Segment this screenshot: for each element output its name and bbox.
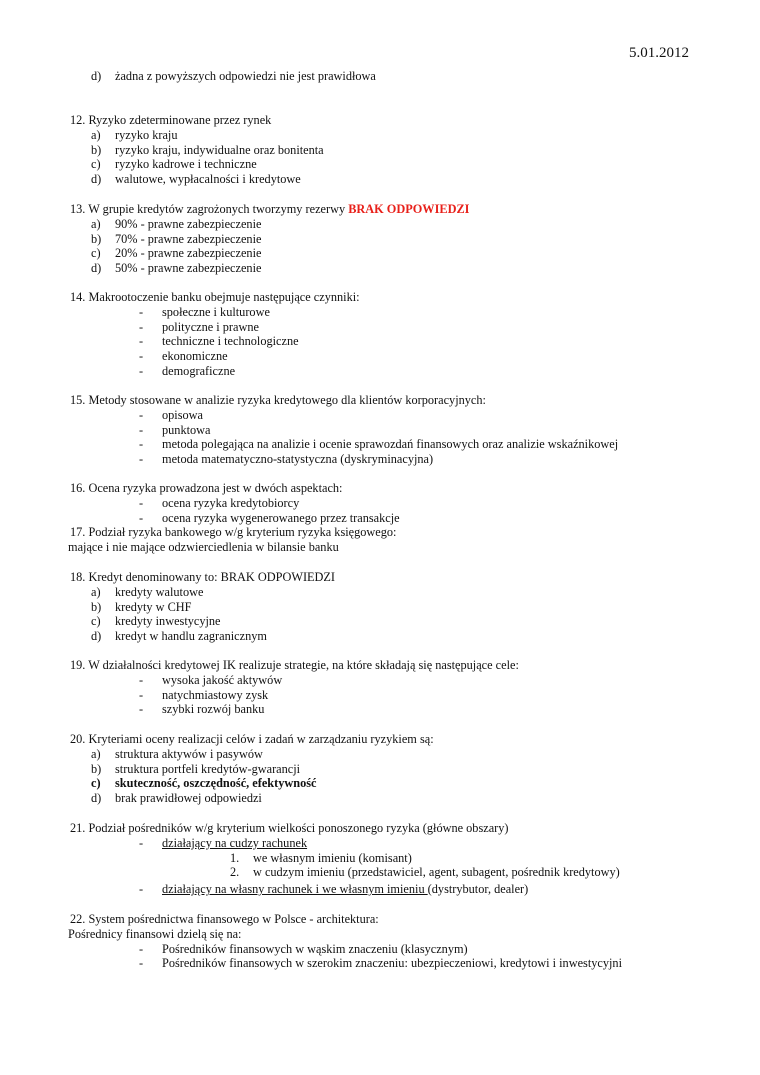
question-title: 12. Ryzyko zdeterminowane przez rynek: [70, 113, 272, 127]
question-title: 13. W grupie kredytów zagrożonych tworzymy rezerwy BRAK ODPOWIEDZI: [70, 202, 470, 216]
question-15: [70, 393, 618, 467]
question-title: 19. W działalności kredytowej IK realizuje strategie, na które składają się następujące cele:: [70, 658, 519, 672]
list-item: - działający na własny rachunek i we własnym imieniu (dystrybutor, dealer): [139, 882, 529, 897]
option-d: d) walutowe, wypłacalności i kredytowe: [91, 172, 301, 187]
list-item: - społeczne i kulturowe: [139, 304, 270, 319]
list-item: - ocena ryzyka wygenerowanego przez transakcje: [139, 510, 400, 525]
option-a: a) ryzyko kraju: [91, 127, 178, 142]
list-item: - Pośredników finansowych w wąskim znaczeniu (klasycznym): [139, 941, 468, 956]
option-a: a) struktura aktywów i pasywów: [91, 746, 263, 761]
question-title: 15. Metody stosowane w analizie ryzyka kredytowego dla klientów korporacyjnych:: [70, 393, 486, 407]
list-item: - techniczne i technologiczne: [139, 334, 299, 349]
question-12: [70, 113, 324, 187]
question-17-answer: mające i nie mające odzwierciedlenia w bilansie banku: [68, 540, 339, 555]
option-b: b) ryzyko kraju, indywidualne oraz bonitenta: [91, 142, 324, 157]
option-a: a) kredyty walutowe: [91, 584, 204, 599]
list-item: - działający na cudzy rachunek: [139, 835, 308, 850]
question-title: 18. Kredyt denominowany to: BRAK ODPOWIEDZI: [70, 570, 336, 584]
option-b: b) 70% - prawne zabezpieczenie: [91, 231, 262, 246]
question-22: [70, 912, 622, 971]
question-14: [70, 290, 360, 379]
question-21: [70, 821, 620, 897]
option-c: c) 20% - prawne zabezpieczenie: [91, 246, 262, 261]
question-22-subtitle: Pośrednicy finansowi dzielą się na:: [68, 926, 242, 941]
question-13: [70, 202, 469, 276]
question-title: 14. Makrootoczenie banku obejmuje następujące czynniki:: [70, 290, 360, 304]
question-16: [70, 481, 400, 555]
option-a: a) 90% - prawne zabezpieczenie: [91, 216, 262, 231]
option-d: d) żadna z powyższych odpowiedzi nie jest prawidłowa: [91, 69, 376, 83]
list-item: - natychmiastowy zysk: [139, 687, 269, 702]
option-c-correct: c) skuteczność, oszczędność, efektywność: [91, 776, 317, 791]
list-item: - wysoka jakość aktywów: [139, 672, 283, 687]
question-title: 16. Ocena ryzyka prowadzona jest w dwóch aspektach:: [70, 481, 343, 495]
option-b: b) struktura portfeli kredytów-gwarancji: [91, 761, 301, 776]
question-18: [70, 570, 335, 644]
question-title: 21. Podział pośredników w/g kryterium wielkości ponoszonego ryzyka (główne obszary): [70, 821, 509, 835]
option-d: d) kredyt w handlu zagranicznym: [91, 629, 267, 644]
list-item: - polityczne i prawne: [139, 319, 259, 334]
list-item: - punktowa: [139, 422, 211, 437]
no-answer-note: BRAK ODPOWIEDZI: [348, 202, 470, 216]
question-title: 20. Kryteriami oceny realizacji celów i zadań w zarządzaniu ryzykiem są:: [70, 732, 434, 746]
list-item: - Pośredników finansowych w szerokim znaczeniu: ubezpieczeniowi, kredytowi i inwestycyjni: [139, 956, 622, 971]
document-date: 5.01.2012: [629, 45, 689, 61]
question-19: [70, 658, 519, 717]
option-c: c) ryzyko kadrowe i techniczne: [91, 157, 257, 172]
list-item: - ocena ryzyka kredytobiorcy: [139, 495, 300, 510]
option-d: d) brak prawidłowej odpowiedzi: [91, 791, 262, 806]
list-item: - ekonomiczne: [139, 349, 228, 364]
list-item: - metoda matematyczno-statystyczna (dyskryminacyjna): [139, 452, 434, 467]
option-d: d) 50% - prawne zabezpieczenie: [91, 261, 262, 276]
previous-question-tail: [70, 69, 376, 84]
list-item: - demograficzne: [139, 363, 236, 378]
option-c: c) kredyty inwestycyjne: [91, 614, 221, 629]
sub-item-2: 2. w cudzym imieniu (przedstawiciel, agent, subagent, pośrednik kredytowy): [230, 865, 620, 880]
question-20: [70, 732, 434, 806]
sub-item-1: 1. we własnym imieniu (komisant): [230, 850, 412, 865]
list-item: - szybki rozwój banku: [139, 702, 265, 717]
list-item: - opisowa: [139, 407, 203, 422]
question-title: 22. System pośrednictwa finansowego w Polsce - architektura:: [70, 912, 379, 926]
list-item: - metoda polegająca na analizie i ocenie sprawozdań finansowych oraz analizie wskaźnikowej: [139, 437, 619, 452]
option-b: b) kredyty w CHF: [91, 599, 192, 614]
question-17-title: 17. Podział ryzyka bankowego w/g kryterium ryzyka księgowego:: [70, 525, 397, 540]
